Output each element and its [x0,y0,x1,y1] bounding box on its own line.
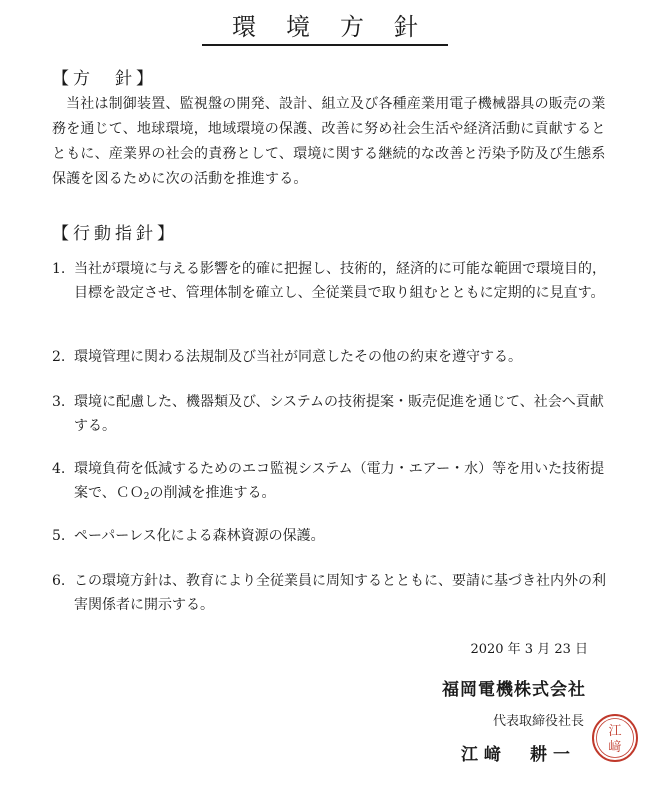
guideline-text [74,457,612,509]
document-title [0,12,650,46]
guideline-number: 1. [52,261,66,277]
guideline-item-1 [52,257,612,305]
guideline-number: 4. [52,461,66,477]
guideline-text: 当社が環境に与える影響を的確に把握し、技術的，経済的に可能な範囲で環境目的，目標を設定させ、管理体制を確立し、全従業員で取り組むとともに定期的に見直す。 [74,261,606,301]
action-guidelines-heading: 【行動指針】 [52,224,178,244]
guideline-number: 6. [52,573,66,589]
guideline-text: 環境に配慮した、機器類及び、システムの技術提案・販売促進を通じて、社会へ貢献する。 [74,394,604,434]
company-name: 福岡電機株式会社 [442,680,586,700]
document-title-text: 環境方針 [202,12,448,46]
svg-text:江: 江 [608,724,622,739]
issue-date: 2020 年 3 月 23 日 [470,642,588,657]
personal-seal-icon [590,712,640,764]
guideline-item-5 [52,524,612,548]
guideline-text: ペーパーレス化による森林資源の保護。 [74,528,325,544]
guideline-item-3 [52,390,612,438]
representative-name: 江﨑 耕一 [461,745,576,765]
guideline-text-part: の削減を推進する。 [149,485,276,501]
svg-text:﨑: 﨑 [608,740,622,755]
guideline-item-6 [52,569,612,617]
guideline-text: この環境方針は、教育により全従業員に周知するとともに、要請に基づき社内外の利害関係者に開示する。 [74,573,606,613]
policy-body: 当社は制御装置、監視盤の開発、設計、組立及び各種産業用電子機械器具の販売の業務を通じて、地球環境，地域環境の保護、改善に努め社会生活や経済活動に貢献するとともに、産業界の社会的責務として、環境に関する継続的な改善と汚染予防及び生態系保護を図るために次の活動を推進する。 [52,96,606,187]
guideline-item-2 [52,345,612,369]
guideline-text-part: 環境負荷を低減するためのエコ監視システム（電力・エアー・水）等を用いた技術提案で、ＣＯ [74,461,605,501]
representative-title: 代表取締役社長 [492,714,584,729]
co2-subscript: 2 [143,492,150,502]
guideline-item-4 [52,457,612,509]
guideline-number: 5. [52,528,66,544]
guideline-number: 3. [52,394,66,410]
policy-heading: 【方 針】 [52,69,157,89]
guideline-number: 2. [52,349,66,365]
guideline-text: 環境管理に関わる法規制及び当社が同意したその他の約束を遵守する。 [74,349,522,365]
